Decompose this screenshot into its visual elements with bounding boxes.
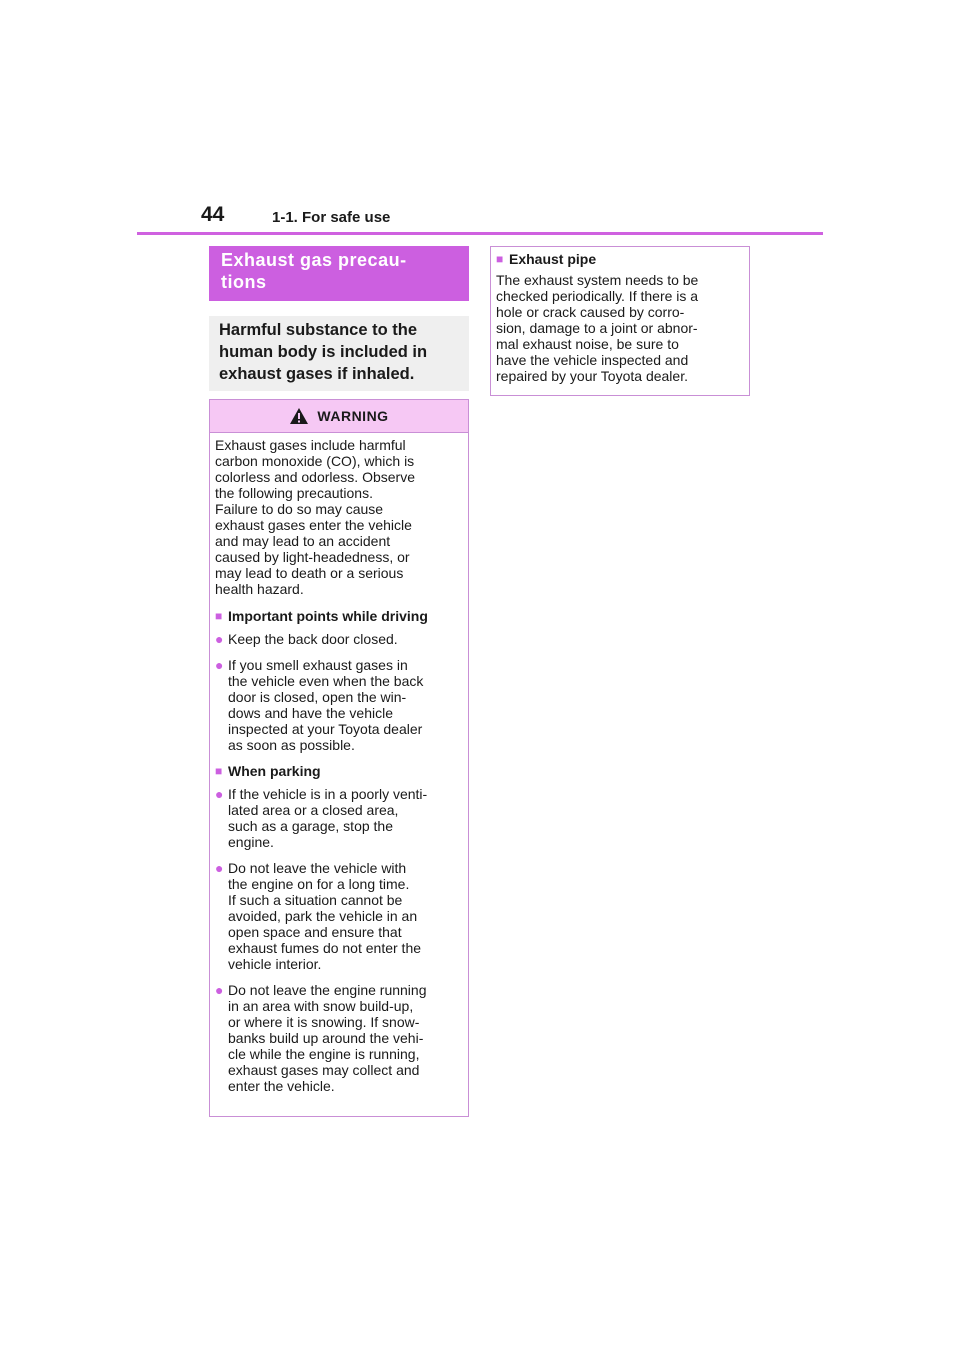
section-title-line: tions bbox=[221, 272, 267, 292]
text-line: the vehicle even when the back bbox=[228, 673, 424, 689]
header-rule bbox=[137, 232, 823, 235]
text-line: exhaust fumes do not enter the bbox=[228, 940, 422, 956]
text-line: sion, damage to a joint or abnor- bbox=[496, 320, 698, 336]
text-line: If the vehicle is in a poorly venti- bbox=[228, 786, 428, 802]
warning-triangle-icon bbox=[289, 407, 309, 425]
warning-header bbox=[210, 400, 468, 433]
text-line: caused by light-headedness, or bbox=[215, 549, 410, 565]
text-line: such as a garage, stop the bbox=[228, 818, 393, 834]
text-line: in an area with snow build-up, bbox=[228, 998, 414, 1014]
text-line: exhaust gases may collect and bbox=[228, 1062, 420, 1078]
text-line: banks build up around the vehi- bbox=[228, 1030, 424, 1046]
list-item bbox=[215, 631, 463, 647]
dot-bullet-icon: ● bbox=[215, 786, 224, 802]
square-bullet-icon: ■ bbox=[215, 609, 223, 623]
text-line: If such a situation cannot be bbox=[228, 892, 403, 908]
text-line: inspected at your Toyota dealer bbox=[228, 721, 423, 737]
square-bullet-icon: ■ bbox=[215, 764, 223, 778]
text-line: Exhaust gases include harmful bbox=[215, 437, 406, 453]
list-item bbox=[215, 786, 463, 850]
text-line: Keep the back door closed. bbox=[228, 631, 398, 647]
subheading-driving bbox=[215, 608, 463, 624]
text-line: colorless and odorless. Observe bbox=[215, 469, 415, 485]
list-item bbox=[215, 982, 463, 1094]
subheading-text: Exhaust pipe bbox=[509, 251, 597, 267]
text-line: open space and ensure that bbox=[228, 924, 402, 940]
text-line: the following precautions. bbox=[215, 485, 373, 501]
dot-bullet-icon: ● bbox=[215, 860, 224, 876]
section-title-line: Exhaust gas precau- bbox=[221, 250, 407, 270]
section-title bbox=[209, 246, 469, 301]
text-line: Do not leave the vehicle with bbox=[228, 860, 407, 876]
subtitle-line: exhaust gases if inhaled. bbox=[219, 365, 415, 383]
text-line: checked periodically. If there is a bbox=[496, 288, 699, 304]
text-line: vehicle interior. bbox=[228, 956, 322, 972]
text-line: or where it is snowing. If snow- bbox=[228, 1014, 420, 1030]
subheading-text: Important points while driving bbox=[228, 608, 428, 624]
text-line: cle while the engine is running, bbox=[228, 1046, 420, 1062]
section-label: 1-1. For safe use bbox=[272, 209, 391, 226]
text-line: the engine on for a long time. bbox=[228, 876, 410, 892]
text-line: The exhaust system needs to be bbox=[496, 272, 699, 288]
text-line: If you smell exhaust gases in bbox=[228, 657, 408, 673]
subheading-text: When parking bbox=[228, 763, 321, 779]
exhaust-pipe-box bbox=[490, 246, 750, 396]
warning-body bbox=[210, 433, 468, 1094]
list-item bbox=[215, 860, 463, 972]
text-line: exhaust gases enter the vehicle bbox=[215, 517, 412, 533]
subheading-parking bbox=[215, 763, 463, 779]
subtitle-line: human body is included in bbox=[219, 343, 428, 361]
text-line: enter the vehicle. bbox=[228, 1078, 335, 1094]
text-line: dows and have the vehicle bbox=[228, 705, 393, 721]
text-line: carbon monoxide (CO), which is bbox=[215, 453, 415, 469]
page-header bbox=[0, 0, 960, 240]
square-bullet-icon: ■ bbox=[496, 252, 504, 266]
text-line: as soon as possible. bbox=[228, 737, 355, 753]
text-line: engine. bbox=[228, 834, 274, 850]
dot-bullet-icon: ● bbox=[215, 982, 224, 998]
text-line: health hazard. bbox=[215, 581, 304, 597]
text-line: mal exhaust noise, be sure to bbox=[496, 336, 679, 352]
page-number: 44 bbox=[201, 203, 225, 226]
text-line: hole or crack caused by corro- bbox=[496, 304, 685, 320]
text-line: avoided, park the vehicle in an bbox=[228, 908, 418, 924]
warning-intro bbox=[215, 437, 463, 597]
dot-bullet-icon: ● bbox=[215, 657, 224, 673]
list-item bbox=[215, 657, 463, 753]
text-line: may lead to death or a serious bbox=[215, 565, 404, 581]
subheading-exhaust-pipe bbox=[496, 251, 744, 267]
warning-label: WARNING bbox=[317, 408, 389, 424]
text-line: have the vehicle inspected and bbox=[496, 352, 689, 368]
text-line: door is closed, open the win- bbox=[228, 689, 407, 705]
text-line: Failure to do so may cause bbox=[215, 501, 384, 517]
text-line: lated area or a closed area, bbox=[228, 802, 399, 818]
dot-bullet-icon: ● bbox=[215, 631, 224, 647]
exhaust-pipe-text bbox=[496, 272, 744, 384]
section-subtitle bbox=[209, 316, 469, 391]
warning-box bbox=[209, 399, 469, 1117]
text-line: Do not leave the engine running bbox=[228, 982, 427, 998]
text-line: and may lead to an accident bbox=[215, 533, 391, 549]
text-line: repaired by your Toyota dealer. bbox=[496, 368, 688, 384]
subtitle-line: Harmful substance to the bbox=[219, 321, 418, 339]
